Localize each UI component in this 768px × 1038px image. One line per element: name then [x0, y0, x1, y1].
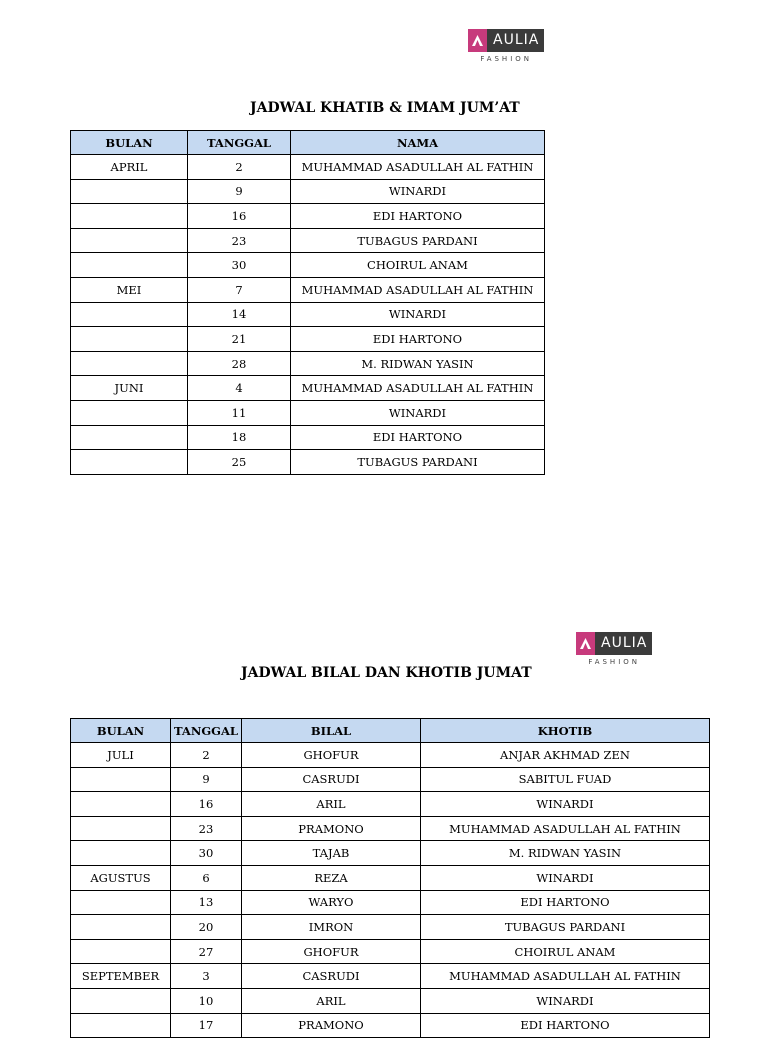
cell-bulan: [71, 179, 188, 204]
cell-khotib: WINARDI: [421, 865, 710, 890]
cell-bulan: [71, 228, 188, 253]
cell-khotib: CHOIRUL ANAM: [421, 939, 710, 964]
cell-tanggal: 4: [188, 376, 291, 401]
cell-bulan: [71, 400, 188, 425]
table-row: [71, 890, 710, 915]
cell-bulan: JULI: [71, 743, 171, 768]
cell-bulan: [71, 988, 171, 1013]
header-bilal: BILAL: [242, 719, 421, 743]
table-row: [71, 376, 545, 401]
cell-nama: EDI HARTONO: [291, 327, 545, 352]
logo-sub-text: FASHION: [480, 55, 533, 63]
cell-tanggal: 21: [188, 327, 291, 352]
schedule-title-bilal-khotib: JADWAL BILAL DAN KHOTIB JUMAT: [241, 665, 532, 681]
cell-tanggal: 25: [188, 450, 291, 475]
cell-khotib: EDI HARTONO: [421, 890, 710, 915]
cell-khotib: M. RIDWAN YASIN: [421, 841, 710, 866]
table-row: [71, 228, 545, 253]
table-row: [71, 155, 545, 180]
cell-nama: WINARDI: [291, 302, 545, 327]
table-row: [71, 253, 545, 278]
cell-khotib: MUHAMMAD ASADULLAH AL FATHIN: [421, 816, 710, 841]
cell-tanggal: 6: [171, 865, 242, 890]
cell-tanggal: 14: [188, 302, 291, 327]
cell-khotib: ANJAR AKHMAD ZEN: [421, 743, 710, 768]
cell-bulan: JUNI: [71, 376, 188, 401]
cell-tanggal: 23: [171, 816, 242, 841]
cell-nama: TUBAGUS PARDANI: [291, 450, 545, 475]
cell-tanggal: 16: [171, 792, 242, 817]
brand-logo: [468, 29, 544, 63]
cell-tanggal: 9: [188, 179, 291, 204]
cell-bulan: [71, 204, 188, 229]
cell-bulan: [71, 841, 171, 866]
table-row: [71, 400, 545, 425]
cell-bulan: [71, 767, 171, 792]
brand-logo: [576, 632, 652, 666]
cell-khotib: WINARDI: [421, 792, 710, 817]
cell-bulan: [71, 253, 188, 278]
table-row: [71, 915, 710, 940]
table-row: [71, 450, 545, 475]
logo-brand-text: AULIA: [595, 632, 652, 655]
table-row: [71, 767, 710, 792]
cell-bilal: GHOFUR: [242, 939, 421, 964]
cell-bulan: AGUSTUS: [71, 865, 171, 890]
cell-tanggal: 2: [171, 743, 242, 768]
cell-bulan: [71, 915, 171, 940]
cell-tanggal: 10: [171, 988, 242, 1013]
cell-tanggal: 16: [188, 204, 291, 229]
cell-tanggal: 13: [171, 890, 242, 915]
table-row: [71, 277, 545, 302]
cell-tanggal: 23: [188, 228, 291, 253]
cell-bulan: [71, 1013, 171, 1038]
table-row: [71, 1013, 710, 1038]
table-header-row: [71, 719, 710, 743]
logo-top: [576, 632, 652, 655]
logo-top: [468, 29, 544, 52]
cell-nama: WINARDI: [291, 400, 545, 425]
header-tanggal: TANGGAL: [171, 719, 242, 743]
cell-bilal: ARIL: [242, 988, 421, 1013]
cell-khotib: MUHAMMAD ASADULLAH AL FATHIN: [421, 964, 710, 989]
table-row: [71, 327, 545, 352]
cell-nama: MUHAMMAD ASADULLAH AL FATHIN: [291, 155, 545, 180]
cell-bulan: SEPTEMBER: [71, 964, 171, 989]
cell-tanggal: 9: [171, 767, 242, 792]
header-bulan: BULAN: [71, 131, 188, 155]
logo-brand-text: AULIA: [487, 29, 544, 52]
cell-bilal: WARYO: [242, 890, 421, 915]
table-row: [71, 988, 710, 1013]
cell-bulan: MEI: [71, 277, 188, 302]
table-header-row: [71, 131, 545, 155]
cell-bilal: TAJAB: [242, 841, 421, 866]
cell-nama: MUHAMMAD ASADULLAH AL FATHIN: [291, 277, 545, 302]
schedule-title-khatib-imam: JADWAL KHATIB & IMAM JUM’AT: [250, 100, 520, 116]
cell-tanggal: 3: [171, 964, 242, 989]
cell-khotib: TUBAGUS PARDANI: [421, 915, 710, 940]
cell-bulan: [71, 450, 188, 475]
cell-tanggal: 28: [188, 351, 291, 376]
cell-bulan: [71, 302, 188, 327]
cell-nama: MUHAMMAD ASADULLAH AL FATHIN: [291, 376, 545, 401]
cell-tanggal: 17: [171, 1013, 242, 1038]
cell-bilal: PRAMONO: [242, 1013, 421, 1038]
cell-nama: M. RIDWAN YASIN: [291, 351, 545, 376]
cell-bulan: [71, 939, 171, 964]
cell-bulan: [71, 890, 171, 915]
table-row: [71, 351, 545, 376]
cell-bilal: IMRON: [242, 915, 421, 940]
table-row: [71, 841, 710, 866]
table-row: [71, 964, 710, 989]
cell-bilal: GHOFUR: [242, 743, 421, 768]
cell-khotib: SABITUL FUAD: [421, 767, 710, 792]
khatib-imam-table: [70, 130, 545, 475]
cell-nama: EDI HARTONO: [291, 425, 545, 450]
table-row: [71, 792, 710, 817]
logo-sub-text: FASHION: [588, 658, 641, 666]
header-nama: NAMA: [291, 131, 545, 155]
table-row: [71, 204, 545, 229]
table-row: [71, 816, 710, 841]
cell-khotib: EDI HARTONO: [421, 1013, 710, 1038]
table-row: [71, 425, 545, 450]
cell-bulan: [71, 351, 188, 376]
cell-tanggal: 2: [188, 155, 291, 180]
cell-bulan: [71, 792, 171, 817]
table-row: [71, 743, 710, 768]
logo-mark-icon: [576, 632, 595, 655]
header-khotib: KHOTIB: [421, 719, 710, 743]
cell-tanggal: 7: [188, 277, 291, 302]
table-row: [71, 939, 710, 964]
cell-bilal: ARIL: [242, 792, 421, 817]
cell-tanggal: 18: [188, 425, 291, 450]
cell-nama: WINARDI: [291, 179, 545, 204]
cell-bulan: APRIL: [71, 155, 188, 180]
cell-nama: EDI HARTONO: [291, 204, 545, 229]
cell-bulan: [71, 816, 171, 841]
cell-bilal: CASRUDI: [242, 767, 421, 792]
table-row: [71, 302, 545, 327]
cell-bulan: [71, 327, 188, 352]
cell-bilal: PRAMONO: [242, 816, 421, 841]
cell-tanggal: 20: [171, 915, 242, 940]
cell-tanggal: 11: [188, 400, 291, 425]
cell-tanggal: 30: [171, 841, 242, 866]
cell-tanggal: 27: [171, 939, 242, 964]
header-bulan: BULAN: [71, 719, 171, 743]
table-row: [71, 179, 545, 204]
cell-tanggal: 30: [188, 253, 291, 278]
cell-khotib: WINARDI: [421, 988, 710, 1013]
cell-bilal: REZA: [242, 865, 421, 890]
cell-nama: CHOIRUL ANAM: [291, 253, 545, 278]
cell-nama: TUBAGUS PARDANI: [291, 228, 545, 253]
cell-bulan: [71, 425, 188, 450]
header-tanggal: TANGGAL: [188, 131, 291, 155]
cell-bilal: CASRUDI: [242, 964, 421, 989]
bilal-khotib-table: [70, 718, 710, 1038]
table-row: [71, 865, 710, 890]
logo-mark-icon: [468, 29, 487, 52]
